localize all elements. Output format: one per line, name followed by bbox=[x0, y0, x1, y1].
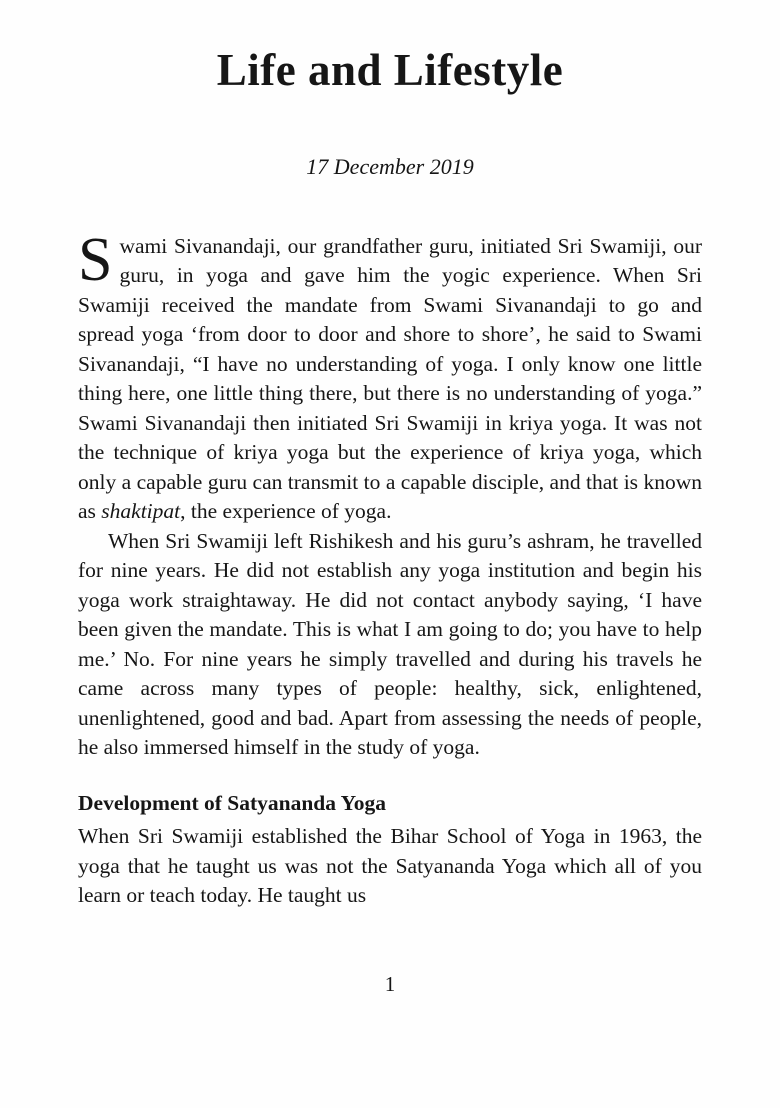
paragraph-2: When Sri Swamiji left Rishikesh and his guru’s ashram, he travelled for nine years. He did not establish any yoga institution and begin his yoga work straightaway. He did not contact anybody saying, ‘I have been given the mandate. This is what I am going to do; you have to help me.’ No. For nine years he simply travelled and during his travels he came across many types of people: healthy, sick, enlightened, unenlightened, good and bad. Apart from assessing the needs of people, he also immersed himself in the study of yoga. bbox=[78, 528, 702, 759]
paragraph-1 bbox=[78, 225, 702, 527]
page-number: 1 bbox=[384, 972, 396, 996]
body-text bbox=[78, 225, 702, 911]
paragraph-1-text: wami Sivanandaji, our grandfather guru, initiated Sri Swamiji, our guru, in yoga and gave him the yogic experience. When Sri Swamiji received the mandate from Swami Sivanandaji to go and spread yoga ‘from door to door and shore to shore’, he said to Swami Sivanandaji, “I have no understanding of yoga. I only know one little thing here, one little thing there, but there is no understanding of yoga.” Swami Sivanandaji then initiated Sri Swamiji in kriya yoga. It was not the technique of kriya yoga but the experience of kriya yoga, which only a capable guru can transmit to a capable disciple, and that is known as bbox=[78, 233, 702, 523]
page-title: Life and Lifestyle bbox=[216, 45, 564, 95]
chapter-date: 17 December 2019 bbox=[306, 153, 474, 179]
paragraph-3: When Sri Swamiji established the Bihar School of Yoga in 1963, the yoga that he taught us was not the Satyananda Yoga which all of you learn or teach today. He taught us bbox=[78, 824, 702, 907]
italic-term-shaktipat: shaktipat bbox=[101, 499, 181, 523]
paragraph-1-end: , the experience of yoga. bbox=[180, 499, 392, 523]
section-heading: Development of Satyananda Yoga bbox=[78, 790, 386, 815]
drop-cap: S bbox=[78, 225, 113, 294]
